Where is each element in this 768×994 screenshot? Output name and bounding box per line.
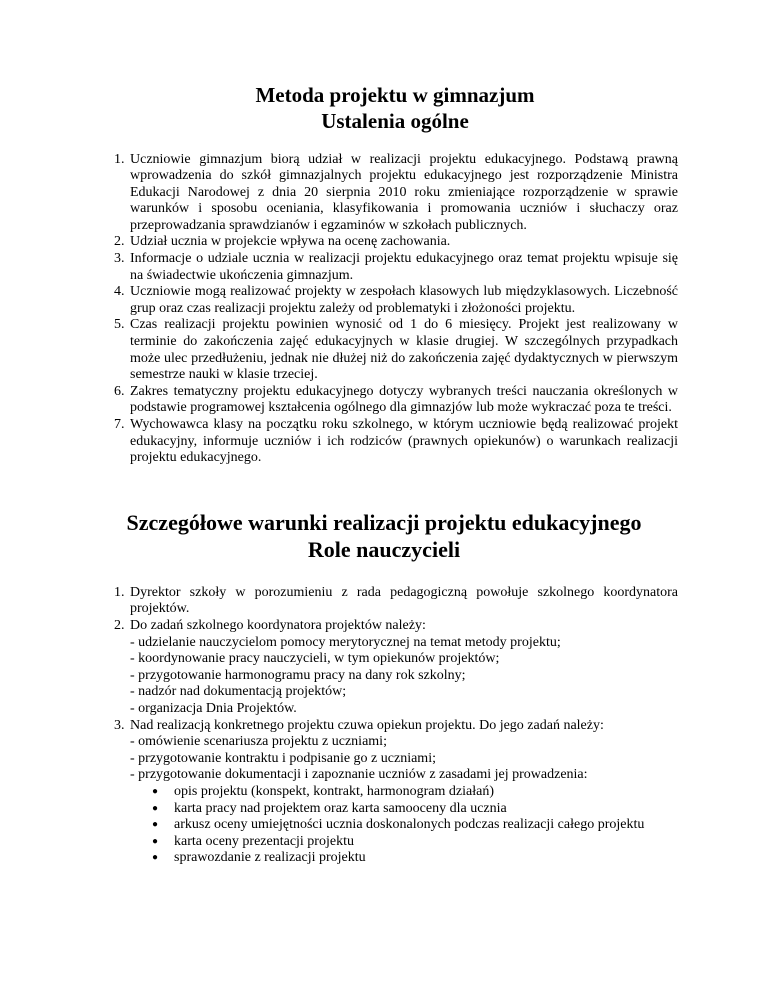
sub-item: - przygotowanie harmonogramu pracy na dany rok szkolny; (130, 667, 466, 683)
list-item (128, 618, 678, 718)
section-title (90, 509, 678, 564)
sub-item: - udzielanie nauczycielom pomocy merytorycznej na temat metody projektu; (130, 634, 561, 650)
section-title-line-1: Szczegółowe warunki realizacji projektu edukacyjnego (126, 509, 642, 535)
list-item: 7. Wychowawca klasy na początku roku szkolnego, w którym uczniowie będą realizować projekt edukacyjny, informuje uczniów i ich rodziców (prawnych opiekunów) o warunkach realizacji projektu edukacyjnego. (128, 417, 678, 467)
sub-item: - organizacja Dnia Projektów. (130, 700, 297, 716)
bullet-item: ● opis projektu (konspekt, kontrakt, harmonogram działań) (152, 784, 678, 801)
list-item-lead: 2. Do zadań szkolnego koordynatora projektów należy: (130, 617, 426, 633)
title-line-1: Metoda projektu w gimnazjum (255, 83, 535, 107)
bullet-item: ● arkusz oceny umiejętności ucznia doskonalonych podczas realizacji całego projektu (152, 817, 678, 834)
documentation-bullet-list (130, 784, 678, 867)
list-item (128, 718, 678, 867)
list-item: 1. Uczniowie gimnazjum biorą udział w realizacji projektu edukacyjnego. Podstawą prawną wprowadzenia do szkół gimnazjalnych projektu edukacyjnego jest rozporządzenie Ministra Edukacji Narodowej z dnia 20 sierpnia 2010 roku zmieniające rozporządzenie w sprawie warunków i sposobu oceniania, klasyfikowania i promowania uczniów i słuchaczy oraz przeprowadzania sprawdzianów i egzaminów w szkołach publicznych. (128, 152, 678, 235)
list-item: 3. Informacje o udziale ucznia w realizacji projektu edukacyjnego oraz temat projektu wpisuje się na świadectwie ukończenia gimnazjum. (128, 251, 678, 284)
general-rules-list (108, 152, 678, 467)
list-item: 2. Udział ucznia w projekcie wpływa na ocenę zachowania. (128, 234, 678, 251)
teacher-roles-list (108, 585, 678, 867)
list-item: 4. Uczniowie mogą realizować projekty w zespołach klasowych lub międzyklasowych. Liczebność grup oraz czas realizacji projektu zależy od problematyki i złożoności projektu. (128, 284, 678, 317)
sub-item: - przygotowanie dokumentacji i zapoznanie uczniów z zasadami jej prowadzenia: (130, 767, 588, 783)
list-item: 6. Zakres tematyczny projektu edukacyjnego dotyczy wybranych treści nauczania określonych w podstawie programowej kształcenia ogólnego dla gimnazjów lub może wykraczać poza te treści. (128, 384, 678, 417)
section-title-line-2: Role nauczycieli (307, 537, 461, 563)
list-item-lead: 3. Nad realizacją konkretnego projektu czuwa opiekun projektu. Do jego zadań należy: (130, 717, 604, 733)
sub-item: - koordynowanie pracy nauczycieli, w tym opiekunów projektów; (130, 651, 500, 667)
page-title (112, 82, 678, 135)
list-item (128, 585, 678, 618)
bullet-item: ● karta oceny prezentacji projektu (152, 834, 678, 851)
bullet-item: ● karta pracy nad projektem oraz karta samooceny dla ucznia (152, 801, 678, 818)
bullet-item: ● sprawozdanie z realizacji projektu (152, 850, 678, 867)
title-line-2: Ustalenia ogólne (321, 109, 469, 134)
sub-item: - przygotowanie kontraktu i podpisanie go z uczniami; (130, 750, 436, 766)
sub-item: - nadzór nad dokumentacją projektów; (130, 684, 347, 700)
list-item-text: Dyrektor szkoły w porozumieniu z rada pedagogiczną powołuje szkolnego koordynatora projektów. (130, 584, 678, 617)
list-item: 5. Czas realizacji projektu powinien wynosić od 1 do 6 miesięcy. Projekt jest realizowany w terminie do zakończenia zajęć edukacyjnych w klasie drugiej. W szczególnych przypadkach może ulec przedłużeniu, jednak nie dłużej niż do zakończenia zajęć dydaktycznych w pierwszym semestrze nauki w klasie trzeciej. (128, 317, 678, 383)
sub-item: - omówienie scenariusza projektu z uczniami; (130, 734, 387, 750)
